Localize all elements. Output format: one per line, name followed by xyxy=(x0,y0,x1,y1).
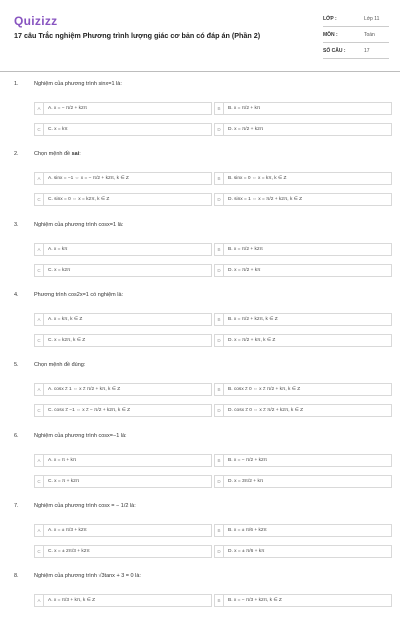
answer-option-b[interactable] xyxy=(214,454,392,467)
meta-box xyxy=(323,11,389,59)
option-letter: D xyxy=(215,405,224,416)
option-letter: D xyxy=(215,265,224,276)
option-text: C. sinx = 0 ⇔ x = k2π, k ∈ Z xyxy=(48,197,110,203)
question-5 xyxy=(0,362,400,432)
option-letter: B xyxy=(215,244,224,255)
question-prompt xyxy=(34,81,122,87)
option-text: D. x = π/2 + k2π xyxy=(228,127,264,132)
question-number: 7. xyxy=(14,502,19,509)
question-6 xyxy=(0,433,400,503)
meta-label: LỚP : xyxy=(323,15,337,22)
question-prompt xyxy=(34,573,141,579)
question-prompt xyxy=(34,151,81,157)
option-letter: A xyxy=(35,244,44,255)
option-text: A. x = − π/2 + k2π xyxy=(48,106,88,111)
option-text: D. x = ± π/6 + kπ xyxy=(228,548,265,554)
question-number: 8. xyxy=(14,573,19,580)
answer-option-a[interactable] xyxy=(34,383,212,396)
worksheet-header xyxy=(0,0,400,62)
option-letter: C xyxy=(35,265,44,276)
quizizz-logo: Quizizz xyxy=(14,14,58,28)
answer-option-b[interactable] xyxy=(214,313,392,326)
option-letter: B xyxy=(215,173,224,184)
answer-option-c[interactable] xyxy=(34,404,212,417)
answer-option-a[interactable] xyxy=(34,243,212,256)
question-number: 1. xyxy=(14,81,19,87)
question-prompt-text: Nghiệm của phương trình sinx=1 là: xyxy=(34,81,122,87)
worksheet-title: 17 câu Trắc nghiệm Phương trình lượng giác cơ bản có đáp án (Phần 2) xyxy=(14,31,261,40)
question-prompt-text: Phương trình cos2x=1 có nghiệm là: xyxy=(34,291,124,298)
question-number: 5. xyxy=(14,362,19,369)
option-letter: C xyxy=(35,335,44,346)
question-number: 2. xyxy=(14,151,19,158)
question-4 xyxy=(0,292,400,362)
answer-option-d[interactable] xyxy=(214,475,392,488)
answer-option-c[interactable] xyxy=(34,334,212,347)
option-text: A. x = kπ, k ∈ Z xyxy=(48,316,83,322)
question-prompt xyxy=(34,433,127,439)
option-letter: B xyxy=(215,384,224,395)
question-prompt-text: Nghiệm của phương trình cosx = − 1/2 là: xyxy=(34,502,136,509)
option-text: B. x = − π/3 + k2π, k ∈ Z xyxy=(228,598,282,604)
option-text: D. cosx ≠ 0 ⇔ x ≠ π/2 + k2π, k ∈ Z xyxy=(228,408,304,414)
answer-option-d[interactable] xyxy=(214,193,392,206)
option-letter: C xyxy=(35,476,44,487)
answer-option-a[interactable] xyxy=(34,524,212,537)
meta-row-subject xyxy=(323,27,389,43)
option-text: B. x = π/2 + k2π, k ∈ Z xyxy=(228,316,278,322)
option-text: A. cosx ≠ 1 ⇔ x ≠ π/2 + kπ, k ∈ Z xyxy=(48,387,121,393)
answer-option-d[interactable] xyxy=(214,404,392,417)
question-prompt-text: Nghiệm của phương trình cosx=1 là: xyxy=(34,221,124,228)
option-letter: D xyxy=(215,124,224,135)
question-prompt xyxy=(34,362,85,368)
option-text: A. x = π + kπ xyxy=(48,457,77,463)
option-letter: A xyxy=(35,595,44,606)
option-letter: A xyxy=(35,455,44,466)
answer-option-a[interactable] xyxy=(34,102,212,115)
option-letter: C xyxy=(35,194,44,205)
answer-option-d[interactable] xyxy=(214,123,392,136)
question-prompt xyxy=(34,503,136,509)
answer-option-b[interactable] xyxy=(214,243,392,256)
option-letter: B xyxy=(215,595,224,606)
option-letter: B xyxy=(215,314,224,325)
answer-option-c[interactable] xyxy=(34,123,212,136)
meta-value: Lớp 11 xyxy=(364,15,380,22)
meta-value: 17 xyxy=(364,47,370,54)
question-8 xyxy=(0,573,400,643)
question-prompt xyxy=(34,222,123,228)
option-text: D. x = 3π/2 + kπ xyxy=(228,478,264,484)
option-letter: A xyxy=(35,173,44,184)
option-text: B. cosx ≠ 0 ⇔ x ≠ π/2 + kπ, k ∈ Z xyxy=(228,387,301,393)
answer-option-d[interactable] xyxy=(214,334,392,347)
question-number: 6. xyxy=(14,432,19,439)
option-letter: A xyxy=(35,314,44,325)
answer-option-c[interactable] xyxy=(34,545,212,558)
option-text: C. x = k2π xyxy=(48,267,71,273)
option-text: B. x = − π/2 + k2π xyxy=(228,457,268,463)
option-text: C. x = k2π, k ∈ Z xyxy=(48,337,86,343)
answer-option-d[interactable] xyxy=(214,545,392,558)
option-text: C. x = kπ xyxy=(48,127,68,132)
question-prompt xyxy=(34,292,123,298)
option-letter: A xyxy=(35,525,44,536)
option-text: C. x = ± 2π/3 + k2π xyxy=(48,548,90,554)
option-text: B. sinx = 0 ⇔ x = kπ, k ∈ Z xyxy=(228,176,287,182)
question-prompt-text: Nghiệm của phương trình cosx=−1 là: xyxy=(34,432,127,439)
meta-label: SỐ CÂU : xyxy=(323,47,346,54)
option-text: D. sinx = 1 ⇔ x = π/2 + k2π, k ∈ Z xyxy=(228,197,303,203)
option-text: C. x = π + k2π xyxy=(48,478,80,484)
option-letter: C xyxy=(35,546,44,557)
meta-value: Toán xyxy=(364,31,375,38)
question-number: 3. xyxy=(14,221,19,228)
option-letter: C xyxy=(35,405,44,416)
option-letter: B xyxy=(215,103,224,114)
question-3 xyxy=(0,222,400,292)
answer-option-b[interactable] xyxy=(214,102,392,115)
option-text: C. cosx ≠ −1 ⇔ x ≠ − π/2 + k2π, k ∈ Z xyxy=(48,408,131,414)
option-text: A. x = kπ xyxy=(48,246,68,252)
answer-option-b[interactable] xyxy=(214,172,392,185)
option-letter: D xyxy=(215,194,224,205)
option-text: B. x = π/2 + kπ xyxy=(228,106,261,111)
option-letter: A xyxy=(35,384,44,395)
option-text: B. x = π/2 + k2π xyxy=(228,246,263,252)
answer-option-a[interactable] xyxy=(34,172,212,185)
answer-option-b[interactable] xyxy=(214,524,392,537)
answer-option-a[interactable] xyxy=(34,313,212,326)
option-letter: B xyxy=(215,525,224,536)
question-1 xyxy=(0,81,400,151)
option-letter: D xyxy=(215,546,224,557)
answer-option-b[interactable] xyxy=(214,383,392,396)
header-divider xyxy=(0,71,400,72)
option-letter: D xyxy=(215,335,224,346)
option-text: B. x = ± π/6 + k2π xyxy=(228,527,267,533)
option-letter: D xyxy=(215,476,224,487)
question-prompt-emphasis: sai xyxy=(71,151,80,158)
question-prompt-text: Chọn mệnh đề xyxy=(34,151,72,158)
question-number: 4. xyxy=(14,291,19,298)
question-prompt-text: Chọn mệnh đề đúng: xyxy=(34,362,86,369)
meta-row-count xyxy=(323,43,389,59)
meta-row-class xyxy=(323,11,389,27)
answer-option-d[interactable] xyxy=(214,264,392,277)
option-text: A. sinx = −1 ⇔ x = − π/2 + k2π, k ∈ Z xyxy=(48,176,129,182)
option-letter: B xyxy=(215,455,224,466)
answer-option-b[interactable] xyxy=(214,594,392,607)
answer-option-c[interactable] xyxy=(34,475,212,488)
question-7 xyxy=(0,503,400,573)
option-text: D. x = π/2 + kπ xyxy=(228,267,261,273)
answer-option-a[interactable] xyxy=(34,594,212,607)
option-text: A. x = π/3 + kπ, k ∈ Z xyxy=(48,598,96,604)
option-letter: A xyxy=(35,103,44,114)
answer-option-c[interactable] xyxy=(34,264,212,277)
answer-option-a[interactable] xyxy=(34,454,212,467)
option-letter: C xyxy=(35,124,44,135)
question-2 xyxy=(0,151,400,221)
option-text: D. x = π/2 + kπ, k ∈ Z xyxy=(228,337,276,343)
option-text: A. x = ± π/3 + k2π xyxy=(48,527,87,533)
answer-option-c[interactable] xyxy=(34,193,212,206)
meta-label: MÔN : xyxy=(323,31,338,38)
question-prompt-suffix: : xyxy=(79,151,81,158)
question-prompt-text: Nghiệm của phương trình √3tanx + 3 = 0 là: xyxy=(34,573,141,580)
